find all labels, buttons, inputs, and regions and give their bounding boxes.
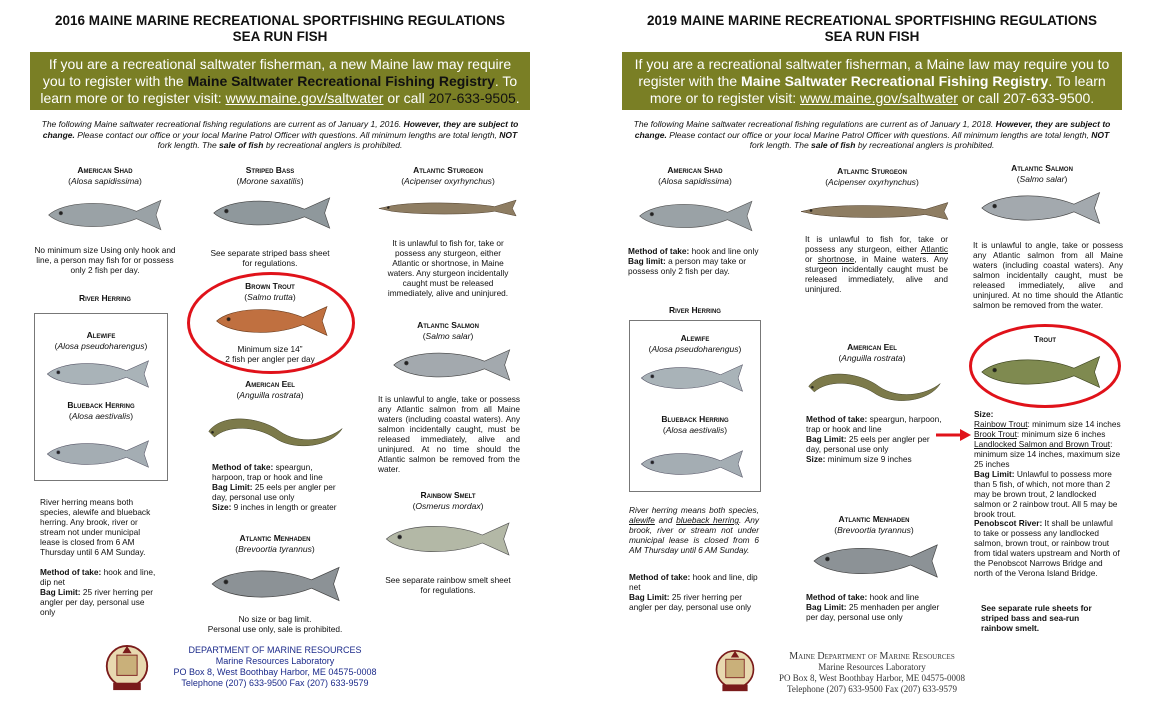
dmr-footer: DEPARTMENT OF MARINE RESOURCES Marine Resources Laboratory PO Box 8, West Boothbay Harbor, ME 04575-0008 Telephone (207) 633-9500 Fax (207) 633-9579 xyxy=(173,645,377,688)
eel-rules: Method of take: speargun, harpoon, trap or hook and line Bag Limit: 25 eels per angler per day, personal use only Size: minimum size 9 inches xyxy=(806,414,942,464)
dmr-footer: Maine Department of Marine Resources Marine Resources Laboratory PO Box 8, West Boothbay Harbor, ME 04575-0008 Telephone (207) 633-9500 Fax (207) 633-9579 xyxy=(779,651,965,694)
blueback-illustration xyxy=(44,436,154,472)
menhaden-illustration xyxy=(208,558,346,610)
sturgeon-heading: Atlantic Sturgeon (Acipenser oxyrhynchus) xyxy=(825,166,919,187)
salmon-rules: It is unlawful to angle, take or possess any Atlantic salmon from all Maine waters (including coastal waters). Any salmon incidentally caught, must be released immediately, alive and uninjured. At no time should the Atlantic salmon be removed from the water. xyxy=(378,394,520,474)
alewife-heading: Alewife (Alosa pseudoharengus) xyxy=(54,330,148,351)
brown-trout-rules: Minimum size 14” 2 fish per angler per day xyxy=(225,344,315,364)
registry-phone: 207-633-9500 xyxy=(1003,90,1091,106)
alewife-illustration xyxy=(44,356,154,392)
alewife-illustration xyxy=(638,360,748,396)
eel-illustration xyxy=(804,362,944,406)
river-herring-heading: River Herring xyxy=(669,305,721,315)
menhaden-heading: Atlantic Menhaden (Brevoortia tyrannus) xyxy=(235,533,315,554)
smelt-heading: Rainbow Smelt (Osmerus mordax) xyxy=(412,490,484,511)
salmon-heading: Atlantic Salmon (Salmo salar) xyxy=(417,320,479,341)
red-arrow-icon xyxy=(936,428,972,442)
shad-illustration xyxy=(636,196,758,236)
striped-bass-heading: Striped Bass (Morone saxatilis) xyxy=(236,165,304,186)
alewife-heading: Alewife (Alosa pseudoharengus) xyxy=(648,333,742,354)
registry-phone: 207-633-9505 xyxy=(428,90,516,106)
shad-heading: American Shad (Alosa sapidissima) xyxy=(68,165,142,186)
menhaden-illustration xyxy=(810,536,944,586)
regulations-page-2019 xyxy=(592,0,1152,720)
trout-illustration xyxy=(978,352,1106,392)
page-title: 2016 MAINE MARINE RECREATIONAL SPORTFISHING REGULATIONS SEA RUN FISH xyxy=(54,13,506,44)
smelt-illustration xyxy=(378,519,520,559)
brown-trout-heading: Brown Trout (Salmo trutta) xyxy=(244,281,296,302)
river-herring-take: Method of take: hook and line, dip net Bag Limit: 25 river herring per angler per day, personal use only xyxy=(40,567,156,617)
eel-heading: American Eel (Anguilla rostrata) xyxy=(236,379,304,400)
regulations-page-2016 xyxy=(0,0,560,720)
striped-bass-rules: See separate striped bass sheet for regulations. xyxy=(210,248,330,268)
sturgeon-rules: It is unlawful to fish for, take or possess any sturgeon, either Atlantic or shortnose, in Maine waters. Any sturgeon incidentally caught must be released immediately, alive and uninjured. xyxy=(387,238,509,298)
blueback-heading: Blueback Herring (Alosa aestivalis) xyxy=(661,414,729,435)
menhaden-rules: Method of take: hook and line Bag Limit: 25 menhaden per angler per day, personal use only xyxy=(806,592,940,622)
menhaden-heading: Atlantic Menhaden (Brevoortia tyrannus) xyxy=(834,514,914,535)
see-separate-sheets-note: See separate rule sheets for striped bass and sea-run rainbow smelt. xyxy=(981,603,1092,633)
blueback-heading: Blueback Herring (Alosa aestivalis) xyxy=(67,400,135,421)
shad-illustration xyxy=(45,195,167,235)
page-title: 2019 MAINE MARINE RECREATIONAL SPORTFISHING REGULATIONS SEA RUN FISH xyxy=(646,13,1098,44)
salmon-rules: It is unlawful to angle, take or possess any Atlantic salmon from all Maine waters (including coastal waters). Any salmon incidentally caught, must be released immediately, alive and uninjured. At no time should the Atlantic salmon be removed from the water. xyxy=(973,240,1123,310)
menhaden-rules: No size or bag limit. Personal use only, sale is prohibited. xyxy=(207,614,343,634)
salmon-illustration xyxy=(390,346,516,384)
registry-link[interactable]: www.maine.gov/saltwater xyxy=(225,90,384,106)
trout-heading: Trout xyxy=(1033,334,1057,344)
registry-name: Maine Saltwater Recreational Fishing Registry xyxy=(187,73,495,89)
registry-link[interactable]: www.maine.gov/saltwater xyxy=(800,90,958,106)
registry-banner: If you are a recreational saltwater fisherman, a new Maine law may require you to register with the Maine Saltwater Recreational Fishing Registry. To learn more or to register visit: www.maine.gov/saltwater or call 207-633-9505. xyxy=(30,52,530,110)
sturgeon-rules: It is unlawful to fish for, take or possess any sturgeon, either Atlantic or shortnose, in Maine waters. Any sturgeon incidentally caught must be released immediately, alive and uninjured. xyxy=(805,234,948,294)
eel-rules: Method of take: speargun, harpoon, trap or hook and line Bag Limit: 25 eels per angler per day, personal use only Size: 9 inches in length or greater xyxy=(212,462,337,512)
registry-banner: If you are a recreational saltwater fisherman, a Maine law may require you to register with the Maine Saltwater Recreational Fishing Registry. To learn more or to register visit: www.maine.gov/saltwater or call 207-633-9500. xyxy=(622,52,1122,110)
maine-seal-logo xyxy=(104,640,150,696)
river-herring-take: Method of take: hook and line, dip net Bag Limit: 25 river herring per angler per day, personal use only xyxy=(629,572,758,612)
salmon-illustration xyxy=(978,188,1106,228)
brown-trout-illustration xyxy=(210,303,336,339)
registry-name: Maine Saltwater Recreational Fishing Registry xyxy=(741,73,1049,89)
smelt-rules: See separate rainbow smelt sheet for regulations. xyxy=(385,575,511,595)
intro-text: The following Maine saltwater recreational fishing regulations are current as of January 1, 2018. However, they are subject to change. Please contact our office or your local Marine Patrol Officer with questions. All minimum lengths are total length, NOT fork length. The sale of fish by recreational anglers is prohibited. xyxy=(633,119,1111,150)
river-herring-rules: River herring means both species, alewife and blueback herring. Any brook, river or stream not under municipal lease is closed from 6 AM Thursday until 6 AM Sunday. xyxy=(40,497,151,557)
shad-heading: American Shad (Alosa sapidissima) xyxy=(658,165,732,186)
river-herring-rules: River herring means both species, alewife and blueback herring. Any brook, river or stream not under municipal lease is closed from 6 AM Thursday until 6 AM Sunday. xyxy=(629,505,759,555)
trout-rules: Size: Rainbow Trout: minimum size 14 inches Brook Trout: minimum size 6 inches Landlocked Salmon and Brown Trout: minimum size 14 inches, maximum size 25 inches Bag Limit: Unlawful to possess more than 5 fish, of which, not more than 2 may be brown trout, 2 landlocked salmon or 2 rainbow trout. All 5 may be brook trout. xyxy=(974,409,1121,519)
maine-seal-logo xyxy=(714,645,756,697)
penobscot-rules: Penobscot River: It shall be unlawful to take or possess any landlocked salmon, brown trout, or rainbow trout from tidal waters upstream and North of the Penobscot Narrows Bridge and north of the Verona Island Bridge. xyxy=(974,518,1120,578)
sturgeon-illustration xyxy=(800,197,950,225)
blueback-illustration xyxy=(638,446,748,482)
shad-rules: Method of take: hook and line only Bag limit: a person may take or possess only 2 fish per day. xyxy=(628,246,759,276)
sturgeon-illustration xyxy=(378,194,518,222)
eel-illustration xyxy=(204,406,346,452)
salmon-heading: Atlantic Salmon (Salmo salar) xyxy=(1011,163,1073,184)
striped-bass-illustration xyxy=(210,193,336,233)
intro-text: The following Maine saltwater recreational fishing regulations are current as of January 1, 2016. However, they are subject to change. Please contact our office or your local Marine Patrol Officer with questions. All minimum lengths are total length, NOT fork length. The sale of fish by recreational anglers is prohibited. xyxy=(41,119,519,150)
eel-heading: American Eel (Anguilla rostrata) xyxy=(838,342,906,363)
sturgeon-heading: Atlantic Sturgeon (Acipenser oxyrhynchus) xyxy=(401,165,495,186)
shad-rules: No minimum size Using only hook and line, a person may fish for or possess only 2 fish per day. xyxy=(34,245,176,275)
river-herring-heading: River Herring xyxy=(79,293,131,303)
